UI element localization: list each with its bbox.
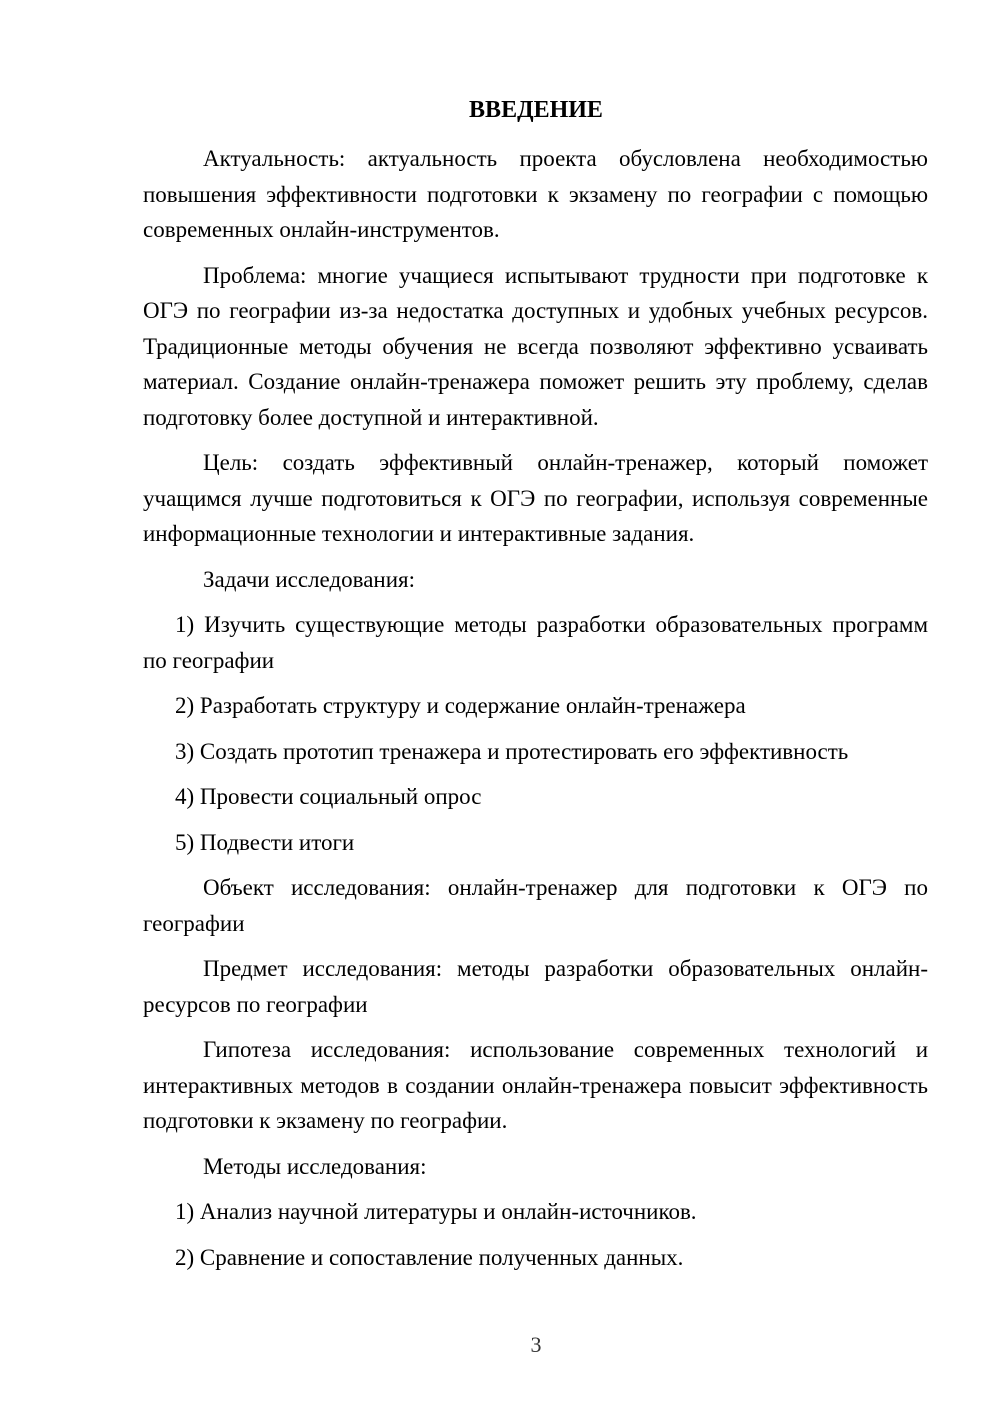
task-item-2: 2) Разработать структуру и содержание онлайн-тренажера bbox=[175, 693, 746, 718]
paragraph-hypothesis: Гипотеза исследования: использование современных технологий и интерактивных методов в создании онлайн-тренажера повысит эффективность подготовки к экзамену по географии. bbox=[143, 1037, 928, 1133]
paragraph-goal: Цель: создать эффективный онлайн-тренажер, который поможет учащимся лучше подготовиться к ОГЭ по географии, используя современные информационные технологии и интерактивные задания. bbox=[143, 450, 928, 546]
task-item-3: 3) Создать прототип тренажера и протестировать его эффективность bbox=[175, 738, 849, 764]
paragraph-subject: Предмет исследования: методы разработки образовательных онлайн-ресурсов по географии bbox=[143, 956, 928, 1017]
task-item-5: 5) Подвести итоги bbox=[175, 829, 355, 855]
task-item-1: 1) Изучить существующие методы разработки образовательных программ по географии bbox=[143, 612, 928, 673]
page-number: 3 bbox=[530, 1332, 542, 1357]
task-item-4: 4) Провести социальный опрос bbox=[175, 784, 482, 809]
method-item-1: 1) Анализ научной литературы и онлайн-источников. bbox=[175, 1199, 697, 1224]
paragraph-object: Объект исследования: онлайн-тренажер для подготовки к ОГЭ по географии bbox=[143, 875, 928, 936]
paragraph-tasks-heading: Задачи исследования: bbox=[203, 566, 416, 592]
document-body bbox=[143, 141, 928, 1285]
method-item-2: 2) Сравнение и сопоставление полученных данных. bbox=[175, 1244, 684, 1270]
paragraph-methods-heading: Методы исследования: bbox=[203, 1153, 427, 1179]
paragraph-problem: Проблема: многие учащиеся испытывают трудности при подготовке к ОГЭ по географии из-за недостатка доступных и удобных учебных ресурсов. Традиционные методы обучения не всегда позволяют эффективно усваивать материал. Создание онлайн-тренажера поможет решить эту проблему, сделав подготовку более доступной и интерактивной. bbox=[143, 262, 928, 430]
paragraph-relevance: Актуальность: актуальность проекта обусловлена необходимостью повышения эффективности подготовки к экзамену по географии с помощью современных онлайн-инструментов. bbox=[143, 146, 928, 242]
page-title: ВВЕДЕНИЕ bbox=[469, 97, 603, 123]
